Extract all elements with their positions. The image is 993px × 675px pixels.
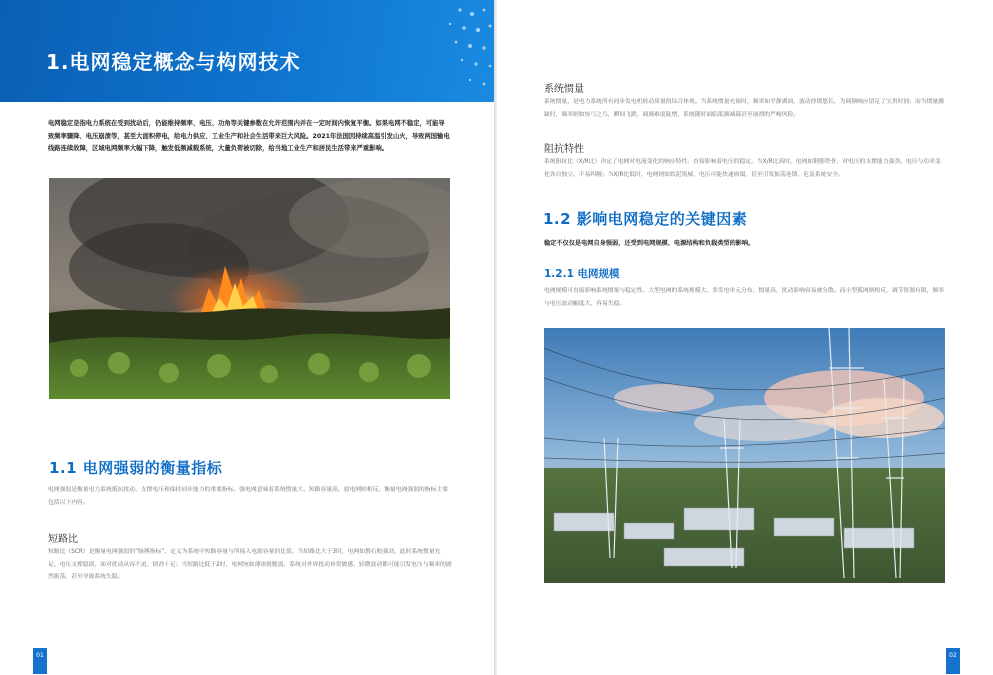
impedance-text: 系统阻抗比（X/R比）决定了电网对电流变化的响应特性，直接影响着电压的稳定。当X/R比高时，电网如钢筋铁骨，对电压的支撑能力强劲，电压与功率变化各自独立、不易纠缠；当X/R比低时，电网则如软泥筑城，电压可能快速崩塌，甚至引发振荡连锁，危及系统安全。 xyxy=(544,159,941,178)
impedance-heading: 阻抗特性 xyxy=(544,144,584,155)
page-title: 1.电网稳定概念与构网技术 xyxy=(46,50,301,74)
grid-scale-heading: 1.2.1 电网规模 xyxy=(544,268,620,280)
short-circuit-ratio-heading: 短路比 xyxy=(48,534,78,545)
page-number-left: 01 xyxy=(33,648,47,674)
system-inertia-heading: 系统惯量 xyxy=(544,84,584,95)
left-page xyxy=(0,0,496,675)
title-banner xyxy=(0,0,496,102)
section-1-1-text: 电网强弱是衡量电力系统抵抗扰动、支撑电压和保持同步能力的重要指标。强电网意味着系统惯量大、短路容量高、弱电网则相反。衡量电网强弱的指标主要包括以下内容。 xyxy=(48,487,448,506)
grid-scale-text: 电网规模可直接影响系统惯量与稳定性。大型电网的系统规模大，多发电单元分布，惯量高，扰动影响容易被分散。而小型孤网则相反，调节资源有限，频率与电压波动幅度大，容易失稳。 xyxy=(544,288,944,307)
short-circuit-ratio-text: 短路比（SCR）是衡量电网强弱的“脉搏指标”，定义为系统中短路容量与所接入电源容量的比值。当短路比大于3时，电网如磐石般强劲，此时系统惯量充足、电压支撑稳固，面对扰动从容不迫、韧劲十足；当短路比低于2时，电网宛如薄冰般脆弱，系统对外界扰动异常敏感，轻微波动都可能引发电压与频率的剧烈振荡，甚至导致系统失稳。 xyxy=(48,549,452,580)
dot-pattern-decoration xyxy=(400,0,496,102)
wildfire-photo xyxy=(49,178,450,399)
system-inertia-text: 系统惯量，是电力系统所有同步发电机转动质量的综合体现。当系统惯量充裕时，频率如平静湖面，波动徐缓悠长，为调频响应留足了宝贵时间；而当惯量骤缺时，频率则如惊弓之鸟，瞬间飞跌，调频难度陡增，系统随时面临低频减载甚至崩溃的严峻风险。 xyxy=(544,99,944,118)
section-1-2-lead: 稳定不仅仅是电网自身强弱，还受到电网规模、电源结构和负载类型的影响。 xyxy=(544,240,755,247)
intro-paragraph: 电网稳定是指电力系统在受到扰动后，仍能维持频率、电压、功角等关键参数在允许范围内并在一定时间内恢复平衡。如果电网不稳定，可能导致频率骤降、电压崩溃等，甚至大面积停电，给电力供应、工业生产和社会生活带来巨大风险。2021年法国因持续高温引发山火，导致两国输电线路连续故障，区域电网频率大幅下降，触发低频减载系统，大量负荷被切除，给当地工业生产和居民生活带来严重影响。 xyxy=(48,120,450,152)
section-heading-1-1: 1.1 电网强弱的衡量指标 xyxy=(49,459,223,477)
section-heading-1-2: 1.2 影响电网稳定的关键因素 xyxy=(543,210,748,228)
page-number-right: 02 xyxy=(946,648,960,674)
substation-photo xyxy=(544,328,945,583)
